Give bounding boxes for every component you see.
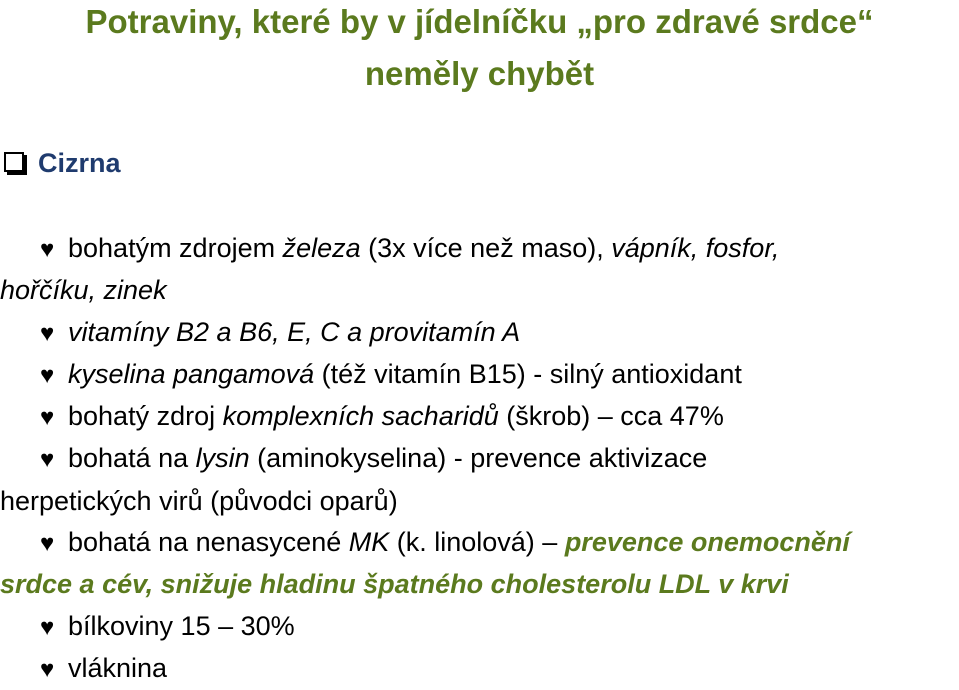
text-run: komplexních sacharidů xyxy=(222,401,499,432)
text-run: lysin xyxy=(195,443,250,474)
text-run: (aminokyselina) - prevence aktivizace xyxy=(249,443,708,474)
list-item xyxy=(40,522,955,564)
text-run: (3x více než maso), xyxy=(360,233,612,263)
heart-icon: ♥ xyxy=(40,613,55,641)
text-run: kyselina pangamová xyxy=(68,358,315,389)
text-run: bohatá na xyxy=(68,443,196,474)
list-item xyxy=(40,648,955,690)
text-run: vláknina xyxy=(68,652,168,683)
section-title: Cizrna xyxy=(38,148,121,178)
text-run: (k. linolová) – xyxy=(389,527,565,558)
text-run: bohatá na nenasycené xyxy=(68,527,349,558)
section-heading xyxy=(4,146,121,180)
text-run: vápník, fosfor, xyxy=(611,233,780,263)
heart-icon: ♥ xyxy=(40,236,55,263)
heart-icon: ♥ xyxy=(40,446,55,474)
heart-icon: ♥ xyxy=(40,655,55,683)
text-run: (škrob) – cca 47% xyxy=(498,401,724,432)
list-item-continuation xyxy=(0,270,955,311)
list-item xyxy=(40,396,955,438)
text-run: prevence onemocnění xyxy=(564,527,850,558)
heart-icon: ♥ xyxy=(40,319,55,347)
text-run: bílkoviny 15 – 30% xyxy=(68,610,295,641)
list-item xyxy=(40,354,955,396)
checkbox-icon xyxy=(4,152,24,172)
text-run: hořčíku, zinek xyxy=(0,275,167,306)
text-run: (též vitamín B15) - silný antioxidant xyxy=(314,358,742,389)
list-item xyxy=(40,312,955,354)
text-run: bohatý zdroj xyxy=(68,401,223,432)
text-run: železa xyxy=(282,233,361,263)
text-run: srdce a cév, snižuje hladinu špatného cholesterolu LDL v krvi xyxy=(0,569,789,600)
slide-title-line1: Potraviny, které by v jídelníčku „pro zdravé srdce“ xyxy=(85,3,874,40)
list-item xyxy=(40,438,955,480)
list-item-continuation xyxy=(0,481,955,522)
text-run: herpetických virů (původci oparů) xyxy=(0,485,398,516)
slide-title xyxy=(0,0,959,100)
text-run: MK xyxy=(348,527,390,558)
nutrient-list xyxy=(0,228,955,690)
heart-icon: ♥ xyxy=(40,361,55,389)
list-item-continuation xyxy=(0,564,955,605)
list-item xyxy=(40,606,955,648)
list-item xyxy=(40,228,955,270)
slide-title-line2: neměly chybět xyxy=(364,55,595,92)
text-run: bohatým zdrojem xyxy=(68,233,283,263)
text-run: vitamíny B2 a B6, E, C a provitamín A xyxy=(68,316,521,347)
heart-icon: ♥ xyxy=(40,530,55,558)
heart-icon: ♥ xyxy=(40,404,55,432)
